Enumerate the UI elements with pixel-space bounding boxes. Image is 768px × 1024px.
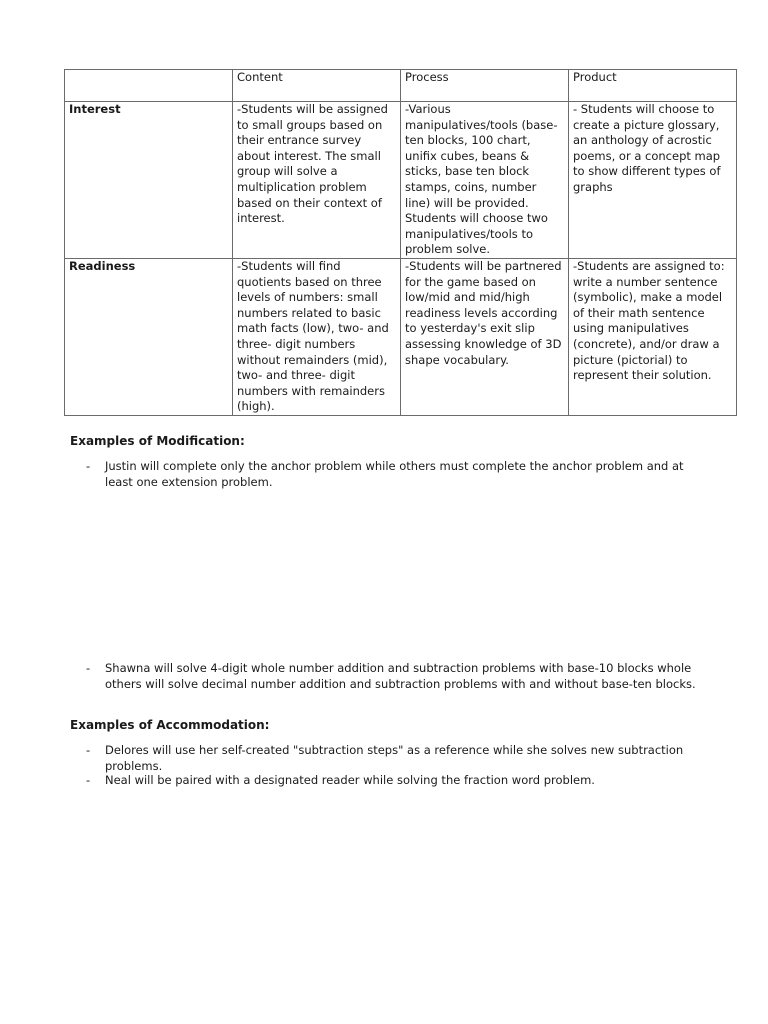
readiness-process-cell: -Students will be partnered for the game based on low/mid and mid/high readiness levels according to yesterday's exit slip assessing knowledge of 3D shape vocabulary. (401, 258, 569, 415)
header-cell-empty (65, 70, 233, 102)
list-item (86, 743, 706, 773)
table-row (65, 258, 737, 415)
differentiation-table (64, 69, 737, 416)
modification-item-justin: Justin will complete only the anchor problem while others must complete the anchor problem and at least one extension problem. (105, 459, 684, 489)
interest-product-cell: - Students will choose to create a picture glossary, an anthology of acrostic poems, or a concept map to show different types of graphs (569, 102, 737, 259)
bullet-dash: - (86, 773, 91, 787)
table-row (65, 102, 737, 259)
accommodation-item-delores: Delores will use her self-created "subtraction steps" as a reference while she solves new subtraction problems. (105, 743, 684, 773)
row-label-readiness: Readiness (65, 258, 233, 415)
table-header-row (65, 70, 737, 102)
interest-content-cell: -Students will be assigned to small groups based on their entrance survey about interest. The small group will solve a multiplication problem based on their context of interest. (233, 102, 401, 259)
bullet-dash: - (86, 661, 91, 675)
accommodation-list-2 (86, 773, 706, 789)
list-item (86, 661, 706, 692)
accommodation-heading: Examples of Accommodation: (70, 718, 270, 732)
modification-list-1 (86, 459, 706, 490)
row-label-interest: Interest (65, 102, 233, 259)
readiness-product-cell: -Students are assigned to: write a number sentence (symbolic), make a model of their math sentence using manipulatives (concrete), and/or draw a picture (pictorial) to represent their solution. (569, 258, 737, 415)
modification-list-2 (86, 661, 706, 692)
bullet-dash: - (86, 743, 91, 757)
header-cell-content: Content (233, 70, 401, 102)
header-cell-product: Product (569, 70, 737, 102)
bullet-dash: - (86, 459, 91, 473)
list-item (86, 773, 706, 789)
header-cell-process: Process (401, 70, 569, 102)
accommodation-item-neal: Neal will be paired with a designated reader while solving the fraction word problem. (105, 773, 595, 787)
modification-item-shawna: Shawna will solve 4-digit whole number addition and subtraction problems with base-10 blocks whole others will solve decimal number addition and subtraction problems with and without base-ten blocks. (105, 661, 696, 691)
readiness-content-cell: -Students will find quotients based on three levels of numbers: small numbers related to basic math facts (low), two- and three- digit numbers without remainders (mid), two- and three- digit numbers with remainders (high). (233, 258, 401, 415)
list-item (86, 459, 706, 490)
modification-heading: Examples of Modification: (70, 434, 245, 448)
accommodation-list-1 (86, 743, 706, 773)
interest-process-cell: -Various manipulatives/tools (base-ten blocks, 100 chart, unifix cubes, beans & sticks, base ten block stamps, coins, number line) will be provided. Students will choose two manipulatives/tools to problem solve. (401, 102, 569, 259)
